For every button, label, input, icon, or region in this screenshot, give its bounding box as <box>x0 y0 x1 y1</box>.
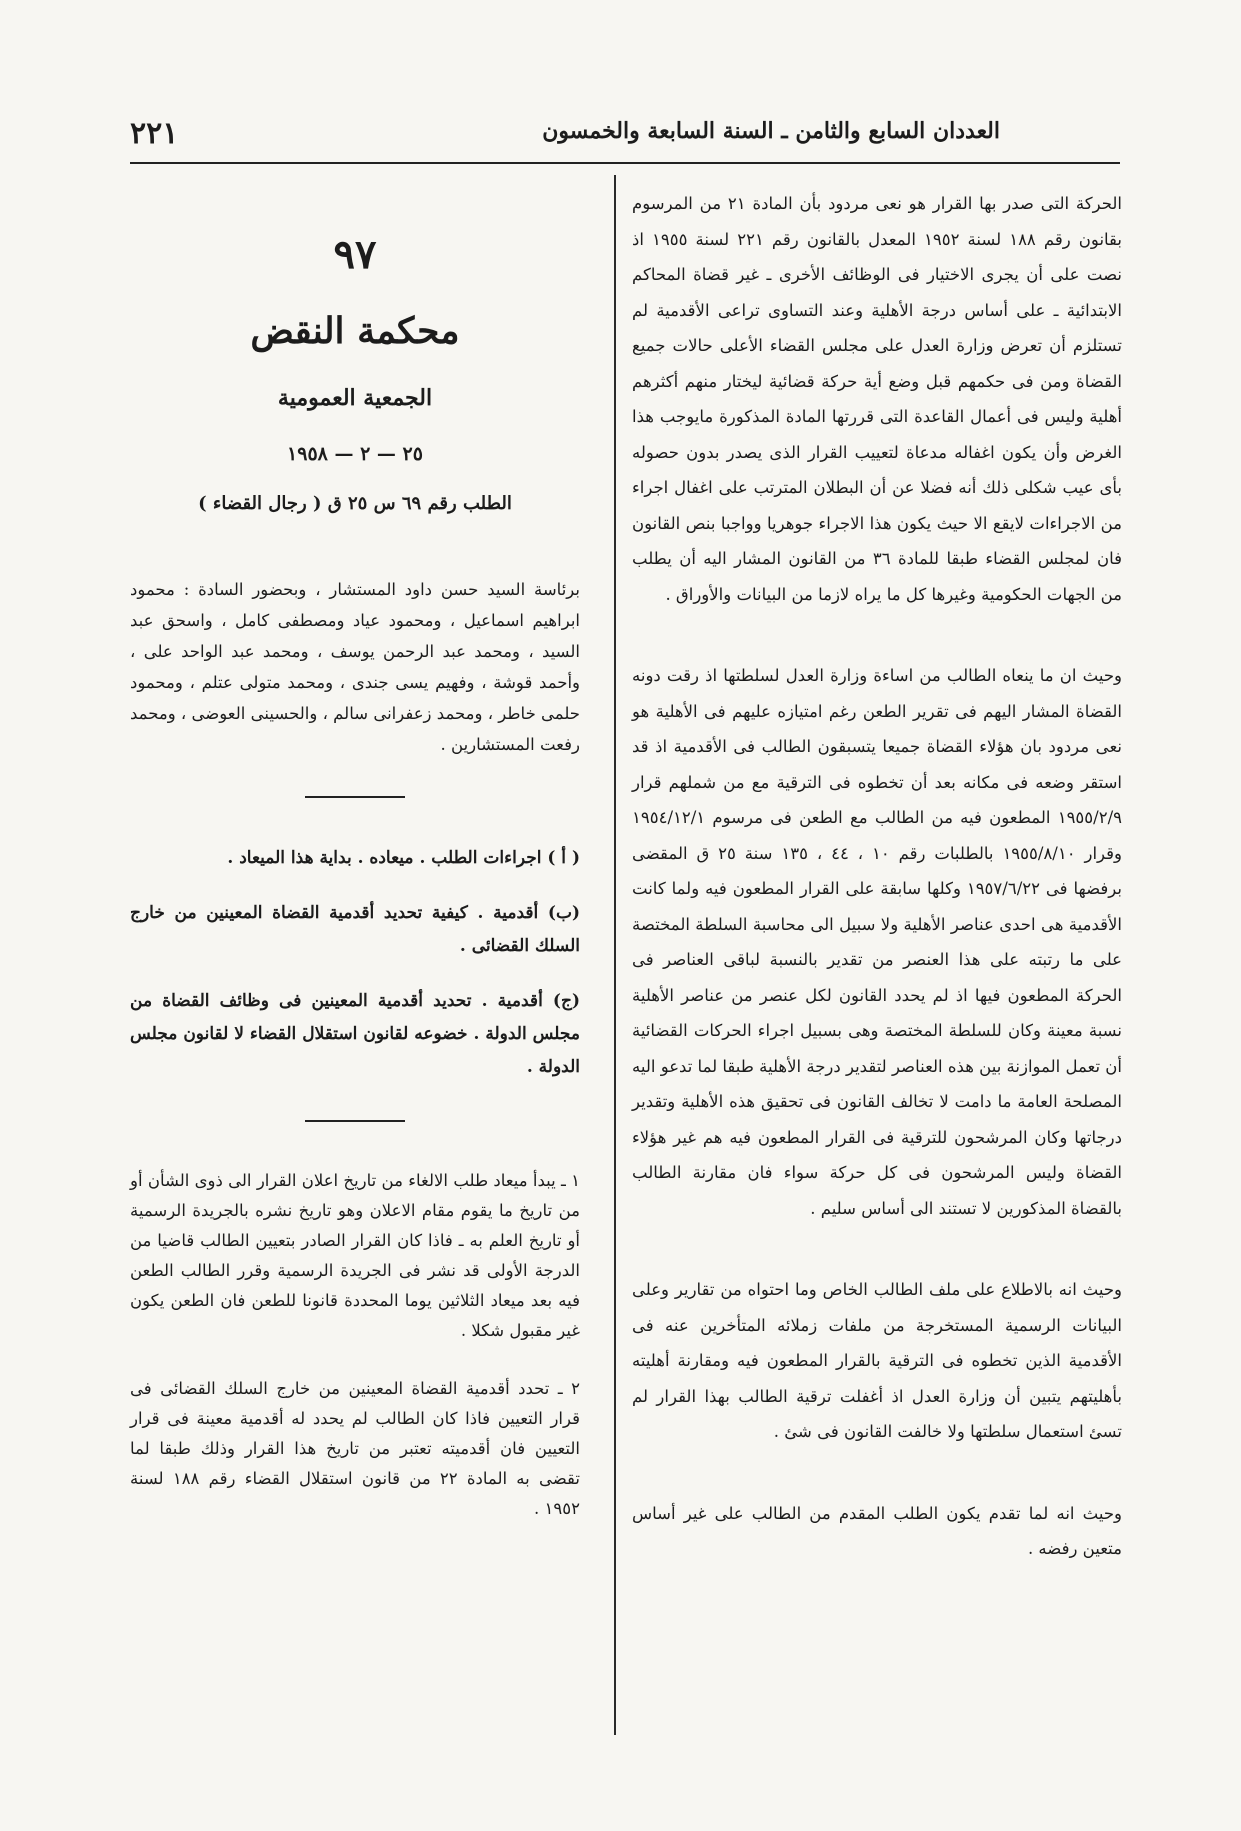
request-number: الطلب رقم ٦٩ س ٢٥ ق ( رجال القضاء ) <box>198 493 512 514</box>
section-divider <box>305 796 405 798</box>
headnote-item: (ج) أقدمية . تحديد أقدمية المعينين فى وظائف القضاة من مجلس الدولة . خضوعه لقانون استقلال القضاء لا لقانون مجلس الدولة . <box>130 991 580 1077</box>
assembly-name: الجمعية العمومية <box>277 385 433 411</box>
court-name: محكمة النقض <box>250 310 460 352</box>
body-paragraph: وحيث انه لما تقدم يكون الطلب المقدم من الطالب على غير أساس متعين رفضه . <box>632 1503 1122 1558</box>
section-divider <box>305 1120 405 1122</box>
journal-issue-title: العددان السابع والثامن ـ السنة السابعة والخمسون <box>542 118 1000 144</box>
body-paragraph: وحيث انه بالاطلاع على ملف الطالب الخاص وما احتواه من تقارير وعلى البيانات الرسمية المستخرجة من ملفات زملائه المتأخرين عنه فى الأقدمية الذين تخطوه فى الترقية بالقرار المطعون فيه ومقارنة أهليته بأهليتهم يتبين أن وزارة العدل اذ أغفلت ترقية الطالب بهذا القرار لم تسئ استعمال سلطتها ولا خالفت القانون فى شئ . <box>632 1280 1122 1441</box>
case-header-column <box>130 186 580 1552</box>
case-number: ٩٧ <box>333 231 377 278</box>
presidency-paragraph: برئاسة السيد حسن داود المستشار ، وبحضور السادة : محمود ابراهيم اسماعيل ، ومحمود عياد ومصطفى كامل ، واسحق عبد السيد ، ومحمد عبد الرحمن يوسف ، ومحمد عبد الواحد على ، وأحمد قوشة ، وفهيم يسى جندى ، ومحمد متولى عتلم ، ومحمود حلمى خاطر ، ومحمد زعفرانى سالم ، والحسينى العوضى ، ومحمد رفعت المستشارين . <box>130 580 580 754</box>
headnote-item: ( أ ) اجراءات الطلب . ميعاده . بداية هذا الميعاد . <box>227 848 580 868</box>
column-divider <box>614 175 616 1735</box>
page-number: ٢٢١ <box>130 116 179 151</box>
body-paragraph: الحركة التى صدر بها القرار هو نعى مردود بأن المادة ٢١ من المرسوم بقانون رقم ١٨٨ لسنة ١٩٥٢ المعدل بالقانون رقم ٢٢١ لسنة ١٩٥٥ اذ نصت على أن يجرى الاختيار فى الوظائف الأخرى ـ غير قضاة المحاكم الابتدائية ـ على أساس درجة الأهلية وعند التساوى تراعى الأقدمية لم تستلزم أن تعرض وزارة العدل على مجلس القضاء الأعلى حالات جميع القضاة ومن فى حكمهم قبل وضع أية حركة قضائية ليختار منهم أكثرهم أهلية وليس فى أعمال القاعدة التى قررتها المادة المذكورة مايوجب هذا الغرض وأن يكون اغفاله مدعاة لتعييب القرار الذى يصدر بدون حصوله بأى عيب شكلى ذلك أنه فضلا عن أن البطلان المترتب على اغفال اجراء من الاجراءات لايقع الا حيث يكون هذا الاجراء جوهريا وواجبا بنص القانون فان لمجلس القضاء طبقا للمادة ٣٦ من القانون المشار اليه أن يطلب من الجهات الحكومية وغيرها كل ما يراه لازما من البيانات والأوراق . <box>632 194 1122 604</box>
session-date: ٢٥ — ٢ — ١٩٥٨ <box>287 443 423 465</box>
main-text-column <box>632 186 1122 1567</box>
footnote-item: ٢ ـ تحدد أقدمية القضاة المعينين من خارج السلك القضائى فى قرار التعيين فاذا كان الطالب لم يحدد له أقدمية معينة فى قرار التعيين فان أقدميته تعتبر من تاريخ هذا القرار وذلك طبقا لما تقضى به المادة ٢٢ من قانون استقلال القضاء رقم ١٨٨ لسنة ١٩٥٢ . <box>130 1379 580 1518</box>
footnote-item: ١ ـ يبدأ ميعاد طلب الالغاء من تاريخ اعلان القرار الى ذوى الشأن أو من تاريخ ما يقوم مقام الاعلان وهو تاريخ نشره بالجريدة الرسمية أو تاريخ العلم به ـ فاذا كان القرار الصادر بتعيين الطالب قاضيا من الدرجة الأولى قد نشر فى الجريدة الرسمية وقرر الطالب الطعن فيه بعد ميعاد الثلاثين يوما المحددة قانونا للطعن فان الطعن يكون غير مقبول شكلا . <box>130 1171 580 1340</box>
body-paragraph: وحيث ان ما ينعاه الطالب من اساءة وزارة العدل لسلطتها اذ رقت دونه القضاة المشار اليهم فى تقرير الطعن رغم امتيازه عليهم فى الأهلية هو نعى مردود بان هؤلاء القضاة جميعا يتسبقون الطالب فى الأقدمية اذ قد استقر وضعه فى مكانه بعد أن تخطوه فى الترقية مع من شملهم قرار ١٩٥٥/٢/٩ المطعون فيه من الطالب مع الطعن فى مرسوم ١٩٥٤/١٢/١ وقرار ١٩٥٥/٨/١٠ بالطلبات رقم ١٠ ، ٤٤ ، ١٣٥ سنة ٢٥ ق المقضى برفضها فى ١٩٥٧/٦/٢٢ وكلها سابقة على القرار المطعون فيه ولما كانت الأقدمية هى احدى عناصر الأهلية ولا سبيل الى محاسبة السلطة المختصة على ما رتبته على هذا العنصر من تقدير بالنسبة لباقى العناصر فى الحركة المطعون فيها اذ لم يحدد القانون لكل عنصر من عناصر الأهلية نسبة معينة وكان للسلطة المختصة وهى بسبيل اجراء الحركات القضائية أن تعمل الموازنة بين هذه العناصر لتقدير درجة الأهلية طبقا لما تدعو اليه المصلحة العامة ما دامت لا تخالف القانون فى تحقيق هذه الأهلية وتقدير درجاتها وكان المرشحون للترقية فى القرار المطعون فيه هم غير هؤلاء القضاة وليس المرشحون فى كل حركة سواء فان مقارنة الطالب بالقضاة المذكورين لا تستند الى أساس سليم . <box>632 666 1123 1218</box>
headnote-item: (ب) أقدمية . كيفية تحديد أقدمية القضاة المعينين من خارج السلك القضائى . <box>130 903 580 956</box>
running-header <box>130 112 1120 164</box>
